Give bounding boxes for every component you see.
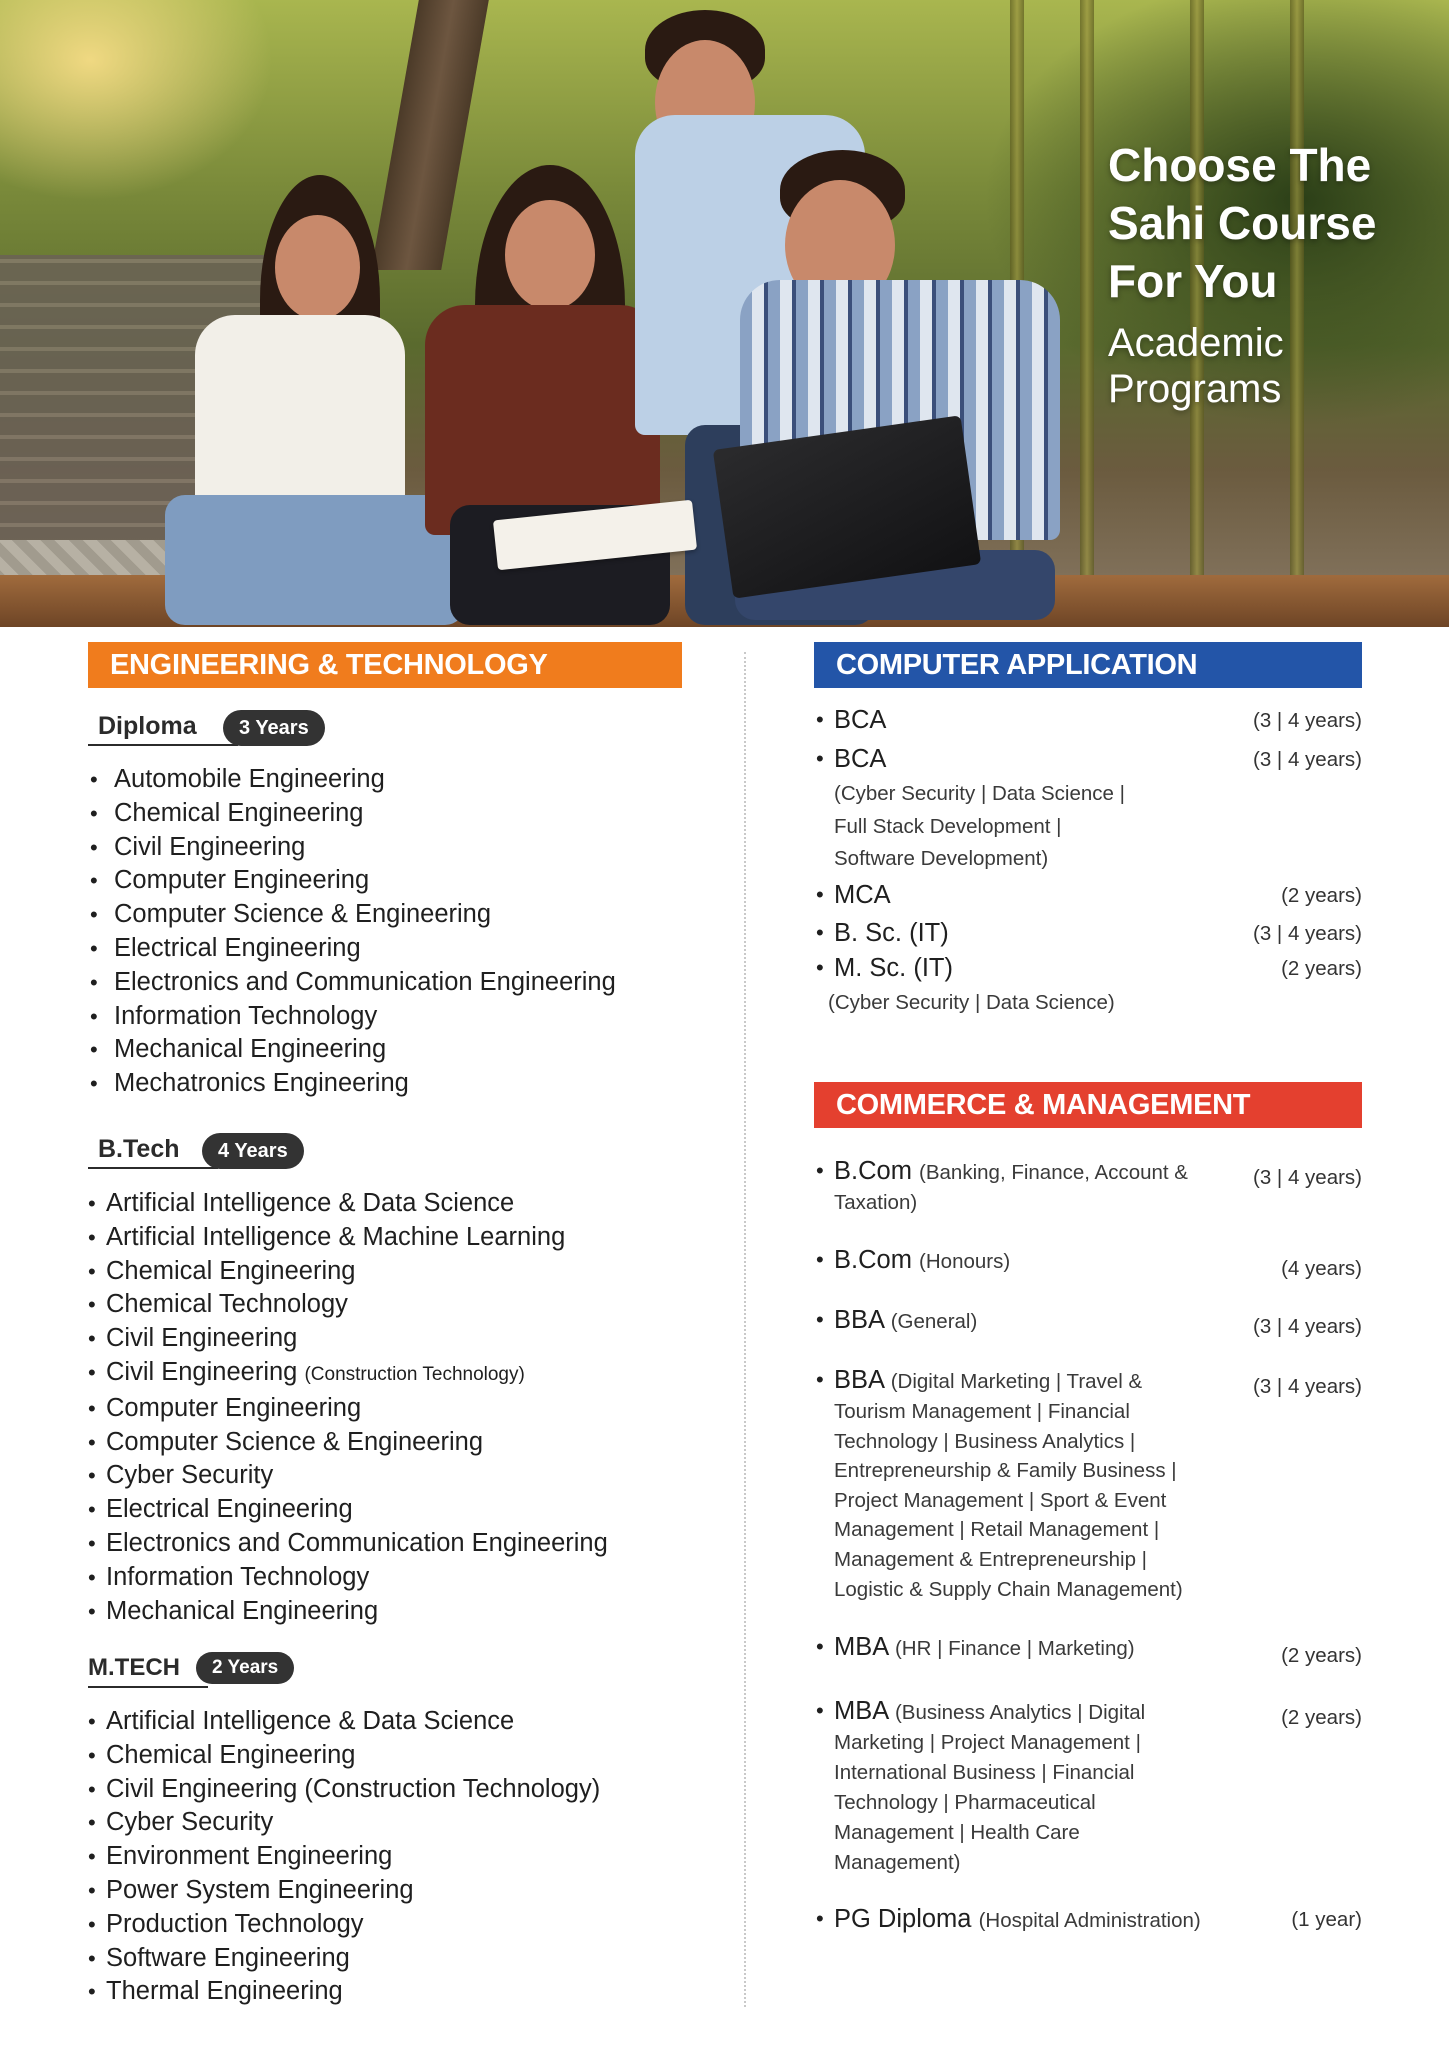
specialization-line: Taxation) [834, 1191, 918, 1214]
specialization-line: Management | Health Care [834, 1821, 1080, 1844]
program-specializations [814, 987, 1206, 1020]
course-name: Environment Engineering [106, 1842, 393, 1871]
program-specializations [814, 1397, 1214, 1604]
course-item [88, 1527, 608, 1561]
specialization-line: (Cyber Security | Data Science | [834, 782, 1125, 805]
program-name-line [814, 1156, 1224, 1188]
btech-subheading [88, 1131, 328, 1169]
course-name: Electronics and Communication Engineering [114, 967, 616, 996]
course-item [88, 797, 616, 831]
specialization-line: Full Stack Development | [834, 814, 1062, 838]
program-specializations [814, 778, 1206, 876]
course-name: Civil Engineering [114, 832, 306, 861]
course-name: Power System Engineering [106, 1875, 414, 1904]
course-item [88, 1705, 600, 1739]
program-specializations [814, 1728, 1214, 1878]
program-item [814, 744, 1362, 876]
program-item [814, 705, 1362, 735]
column-divider [744, 652, 746, 2007]
specialization-line: Management | Retail Management | [834, 1518, 1160, 1542]
program-item [814, 1904, 1362, 1936]
course-name: Civil Engineering [106, 1357, 298, 1386]
program-duration: (4 years) [1281, 1257, 1362, 1280]
course-item [88, 1221, 608, 1255]
course-item [88, 1288, 608, 1322]
program-name-line [814, 1365, 1224, 1397]
course-item [88, 1908, 600, 1942]
program-specialization: (General) [890, 1310, 978, 1333]
course-name: Artificial Intelligence & Data Science [106, 1707, 515, 1735]
program-name: B.Com [834, 1246, 912, 1274]
program-name: B.Com [834, 1157, 912, 1185]
course-item [88, 1840, 600, 1874]
program-name-line [814, 1904, 1224, 1936]
hero-title: Choose The Sahi Course For You [1108, 139, 1377, 307]
program-specialization: (Hospital Administration) [978, 1909, 1201, 1932]
mtech-label: M.TECH [88, 1654, 180, 1681]
course-name: Artificial Intelligence & Data Science [106, 1189, 515, 1217]
btech-course-list [88, 1187, 608, 1628]
course-item [88, 1187, 608, 1221]
program-specialization: (Digital Marketing | Travel & [890, 1370, 1143, 1393]
program-name: MBA [834, 1697, 888, 1725]
course-name: Cyber Security [106, 1808, 274, 1837]
mtech-duration-badge: 2 Years [196, 1652, 294, 1684]
diploma-subheading [88, 708, 328, 746]
course-name: Software Engineering [106, 1943, 350, 1972]
program-item [814, 918, 1362, 948]
course-item [88, 1773, 600, 1807]
student-photo [165, 175, 445, 625]
specialization-line: Management) [834, 1851, 961, 1874]
course-name: Information Technology [114, 1001, 378, 1030]
course-name: Cyber Security [106, 1461, 274, 1490]
program-specializations [814, 1188, 1214, 1218]
course-item [88, 898, 616, 932]
program-duration: (3 | 4 years) [1253, 748, 1362, 771]
program-item [814, 1365, 1362, 1604]
course-name: Chemical Technology [106, 1290, 348, 1319]
program-item [814, 1156, 1362, 1218]
program-name: • BCA [814, 705, 1362, 735]
course-name: Computer Science & Engineering [114, 900, 492, 929]
course-item [88, 1561, 608, 1595]
specialization-line: (Cyber Security | Data Science) [828, 991, 1115, 1014]
mtech-course-list [88, 1705, 600, 2009]
specialization-line: Technology | Business Analytics | [834, 1429, 1136, 1453]
specialization-line: Logistic & Supply Chain Management) [834, 1577, 1183, 1601]
program-duration: (3 | 4 years) [1253, 1375, 1362, 1398]
program-duration: (2 years) [1281, 1644, 1362, 1667]
commerce-header-text: COMMERCE & MANAGEMENT [836, 1089, 1251, 1121]
program-name: MBA [834, 1633, 888, 1661]
course-item [88, 1426, 608, 1460]
btech-duration-badge: 4 Years [202, 1133, 304, 1169]
program-duration: (3 | 4 years) [1253, 1166, 1362, 1189]
mtech-subheading [88, 1650, 328, 1688]
program-item [814, 1305, 1362, 1337]
program-duration: (2 years) [1281, 957, 1362, 980]
program-item [814, 1245, 1362, 1280]
engineering-header-text: ENGINEERING & TECHNOLOGY [110, 649, 548, 681]
program-name: BBA [834, 1366, 884, 1394]
course-item [88, 1322, 608, 1356]
program-item [814, 1696, 1362, 1878]
computer-header-text: COMPUTER APPLICATION [836, 649, 1198, 681]
computer-section-header [814, 642, 1362, 688]
program-item [814, 1632, 1362, 1667]
program-duration: (3 | 4 years) [1253, 709, 1362, 732]
course-item [88, 1874, 600, 1908]
course-name: Electrical Engineering [106, 1495, 353, 1524]
course-name: Electrical Engineering [114, 933, 361, 962]
course-item [88, 1000, 616, 1034]
hero-subtitle: Academic Programs [1108, 321, 1284, 411]
program-name-line [814, 1305, 1224, 1337]
commerce-section-header [814, 1082, 1362, 1128]
course-item [88, 1459, 608, 1493]
program-item [814, 953, 1362, 1020]
program-name: • B. Sc. (IT) [814, 918, 1362, 948]
program-item [814, 880, 1362, 910]
course-name: Mechanical Engineering [114, 1035, 387, 1064]
diploma-label: Diploma [98, 712, 197, 740]
course-item [88, 1942, 600, 1976]
btech-label: B.Tech [98, 1135, 180, 1163]
program-duration: (2 years) [1281, 884, 1362, 907]
course-name: Chemical Engineering [106, 1256, 356, 1285]
program-specialization: (Business Analytics | Digital [894, 1701, 1146, 1724]
course-item [88, 831, 616, 865]
course-item [88, 1033, 616, 1067]
program-name-line [814, 1632, 1224, 1664]
course-name: Computer Engineering [106, 1393, 362, 1422]
course-name: Automobile Engineering [114, 765, 385, 793]
specialization-line: Management & Entrepreneurship | [834, 1547, 1148, 1571]
program-name: • M. Sc. (IT) [814, 953, 1362, 983]
program-duration: (2 years) [1281, 1706, 1362, 1729]
course-item [88, 1255, 608, 1289]
course-name: Civil Engineering (Construction Technology) [106, 1774, 601, 1803]
engineering-section-header [88, 642, 682, 688]
course-note: (Construction Technology) [304, 1363, 525, 1385]
program-specialization: (Honours) [919, 1250, 1011, 1273]
course-name: Electronics and Communication Engineering [106, 1528, 608, 1557]
specialization-line: Tourism Management | Financial [834, 1400, 1130, 1423]
course-name: Thermal Engineering [106, 1977, 343, 2006]
course-item [88, 1356, 608, 1392]
course-name: Mechatronics Engineering [114, 1069, 409, 1098]
program-name-line [814, 1245, 1224, 1277]
course-name: Chemical Engineering [114, 798, 364, 827]
course-name: Civil Engineering [106, 1324, 298, 1353]
hero-banner [0, 0, 1449, 627]
course-item [88, 932, 616, 966]
course-name: Computer Engineering [114, 866, 370, 895]
course-name: Computer Science & Engineering [106, 1427, 484, 1456]
program-name: BBA [834, 1306, 884, 1334]
program-specialization: (HR | Finance | Marketing) [894, 1637, 1135, 1660]
course-name: Information Technology [106, 1562, 370, 1591]
program-name: PG Diploma [834, 1905, 972, 1933]
specialization-line: Project Management | Sport & Event [834, 1488, 1167, 1512]
program-name: • BCA [814, 744, 1362, 774]
course-name: Mechanical Engineering [106, 1596, 379, 1625]
specialization-line: Software Development) [834, 847, 1049, 870]
course-item [88, 1739, 600, 1773]
specialization-line: Entrepreneurship & Family Business | [834, 1459, 1177, 1483]
course-item [88, 1493, 608, 1527]
course-item [88, 864, 616, 898]
program-duration: (1 year) [1291, 1908, 1362, 1931]
specialization-line: International Business | Financial [834, 1761, 1135, 1784]
course-item [88, 1392, 608, 1426]
course-item [88, 763, 616, 797]
course-item [88, 1975, 600, 2009]
diploma-course-list [88, 763, 616, 1101]
program-name-line [814, 1696, 1224, 1728]
diploma-duration-badge: 3 Years [223, 710, 325, 746]
program-name: • MCA [814, 880, 1362, 910]
specialization-line: Technology | Pharmaceutical [834, 1791, 1096, 1814]
course-item [88, 966, 616, 1000]
course-item [88, 1806, 600, 1840]
course-item [88, 1067, 616, 1101]
specialization-line: Marketing | Project Management | [834, 1731, 1141, 1754]
program-duration: (3 | 4 years) [1253, 1315, 1362, 1338]
program-duration: (3 | 4 years) [1253, 922, 1362, 945]
program-specialization: (Banking, Finance, Account & [919, 1161, 1188, 1184]
course-item [88, 1595, 608, 1629]
course-name: Artificial Intelligence & Machine Learning [106, 1222, 566, 1251]
course-name: Chemical Engineering [106, 1740, 356, 1769]
course-name: Production Technology [106, 1909, 364, 1938]
hero-text-block [1108, 136, 1428, 412]
